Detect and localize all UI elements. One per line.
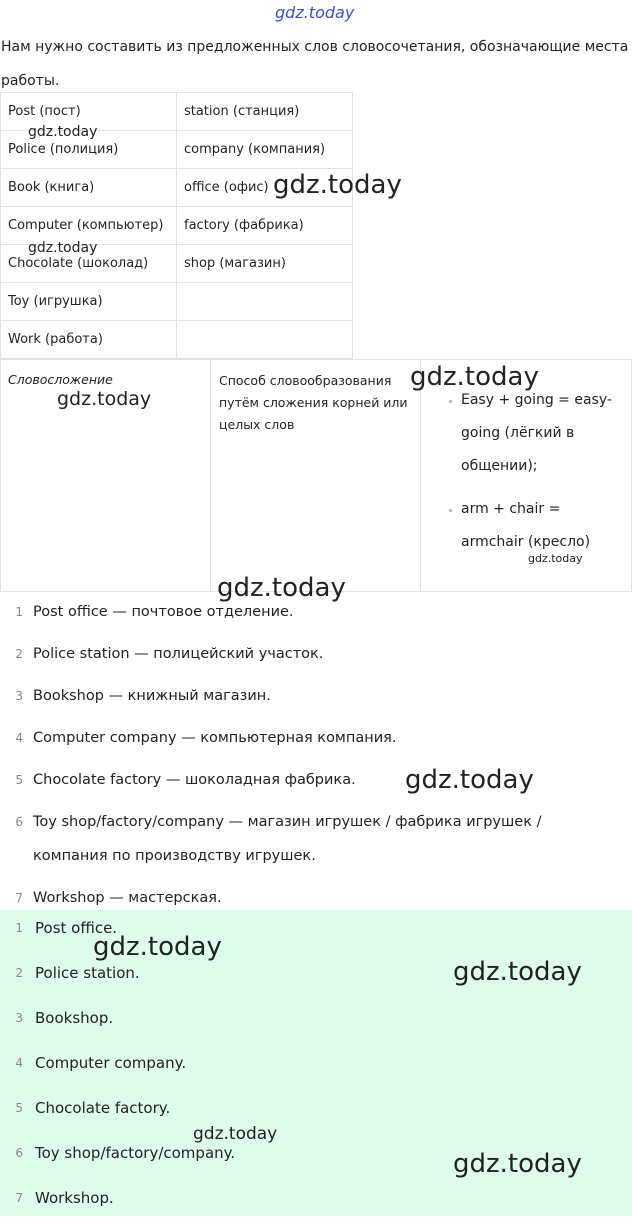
watermark: gdz.today xyxy=(528,552,583,565)
table-cell: company (компания) xyxy=(177,131,353,169)
list-item xyxy=(0,1000,235,1045)
list-item: • Easy + going = easy-going (лёгкий в общении); xyxy=(461,384,619,483)
item-number: 1 xyxy=(15,921,23,935)
rule-examples-cell xyxy=(421,360,632,592)
watermark: gdz.today xyxy=(453,957,582,987)
item-number: 7 xyxy=(15,891,23,905)
watermark: gdz.today xyxy=(405,765,534,795)
watermark: gdz.today xyxy=(410,362,539,392)
item-text: Toy shop/factory/company — магазин игрушек / фабрика игрушек / компания по производству игрушек. xyxy=(33,814,542,864)
table-cell xyxy=(177,321,353,359)
list-item xyxy=(0,1180,235,1225)
rule-definition-cell xyxy=(211,360,421,592)
table-cell: shop (магазин) xyxy=(177,245,353,283)
intro-text: Нам нужно составить из предложенных слов словосочетания, обозначающие места работы. xyxy=(1,39,629,89)
item-text: Workshop. xyxy=(35,1189,114,1207)
watermark: gdz.today xyxy=(57,388,152,410)
watermark: gdz.today xyxy=(217,573,346,603)
item-text: Computer company — компьютерная компания. xyxy=(33,730,397,746)
list-item: • arm + chair = armchair (кресло) xyxy=(461,493,619,559)
list-item xyxy=(0,805,600,873)
watermark: gdz.today xyxy=(28,240,98,256)
item-text: Bookshop. xyxy=(35,1009,114,1027)
item-text: Workshop — мастерская. xyxy=(33,890,222,906)
item-number: 2 xyxy=(15,966,23,980)
watermark: gdz.today xyxy=(193,1124,278,1144)
table-row xyxy=(1,207,353,245)
table-cell: Toy (игрушка) xyxy=(1,283,177,321)
table-cell: Police (полиция) xyxy=(1,131,177,169)
watermark: gdz.today xyxy=(273,170,402,200)
table-cell: station (станция) xyxy=(177,93,353,131)
rule-term: Словосложение xyxy=(8,372,113,387)
site-logo[interactable]: gdz.today xyxy=(275,3,355,22)
item-text: Computer company. xyxy=(35,1054,187,1072)
table-cell: Computer (компьютер) xyxy=(1,207,177,245)
watermark: gdz.today xyxy=(93,932,222,962)
item-text: Toy shop/factory/company. xyxy=(35,1144,236,1162)
list-item xyxy=(0,1045,235,1090)
list-item xyxy=(0,637,600,671)
watermark: gdz.today xyxy=(453,1149,582,1179)
watermark: gdz.today xyxy=(28,124,98,140)
item-text: Post office — почтовое отделение. xyxy=(33,604,294,620)
table-row xyxy=(1,283,353,321)
item-number: 4 xyxy=(15,1056,23,1070)
table-cell: Chocolate (шоколад) xyxy=(1,245,177,283)
table-cell: Post (пост) xyxy=(1,93,177,131)
item-text: Police station. xyxy=(35,964,140,982)
item-text: Chocolate factory — шоколадная фабрика. xyxy=(33,772,356,788)
item-number: 3 xyxy=(15,1011,23,1025)
table-cell: office (офис) xyxy=(177,169,353,207)
item-number: 7 xyxy=(15,1191,23,1205)
item-number: 1 xyxy=(15,605,23,619)
item-text: Chocolate factory. xyxy=(35,1099,171,1117)
item-number: 6 xyxy=(15,815,23,829)
list-item xyxy=(0,721,600,755)
item-number: 5 xyxy=(15,1101,23,1115)
table-cell xyxy=(177,283,353,321)
item-number: 5 xyxy=(15,773,23,787)
table-cell: Work (работа) xyxy=(1,321,177,359)
item-number: 3 xyxy=(15,689,23,703)
table-row xyxy=(1,321,353,359)
rule-definition: Способ словообразования путём сложения корней или целых слов xyxy=(219,373,408,432)
item-text: Bookshop — книжный магазин. xyxy=(33,688,271,704)
table-cell: Book (книга) xyxy=(1,169,177,207)
table-cell: factory (фабрика) xyxy=(177,207,353,245)
item-text: Post office. xyxy=(35,919,118,937)
answers-list xyxy=(0,595,600,923)
examples-list xyxy=(421,384,631,559)
item-text: Police station — полицейский участок. xyxy=(33,646,324,662)
item-number: 6 xyxy=(15,1146,23,1160)
item-number: 2 xyxy=(15,647,23,661)
item-number: 4 xyxy=(15,731,23,745)
list-item xyxy=(0,679,600,713)
